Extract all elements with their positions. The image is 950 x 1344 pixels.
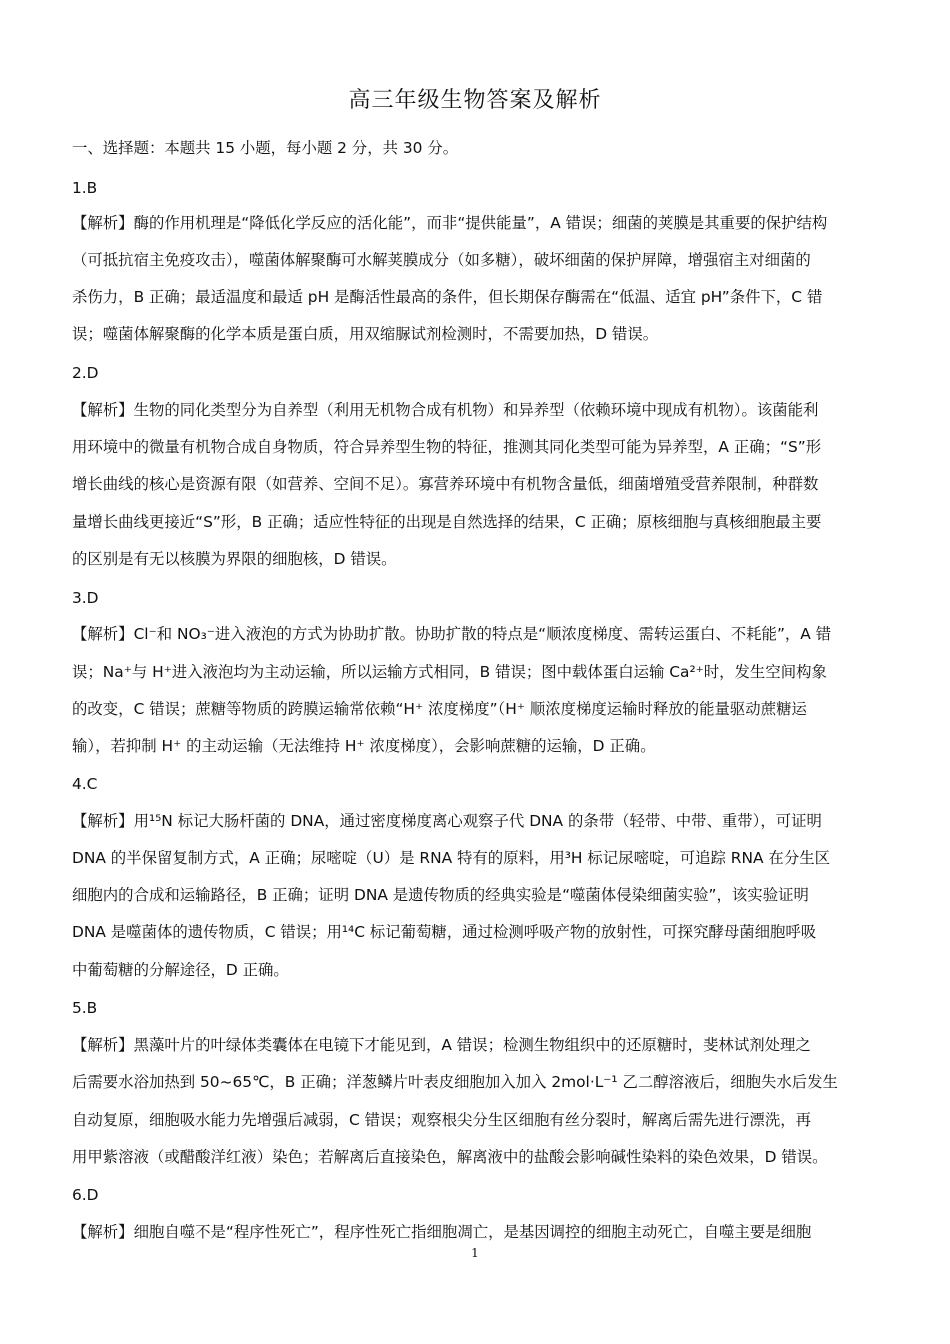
explanation-line: 【解析】细胞自噬不是“程序性死亡”，程序性死亡指细胞凋亡，是基因调控的细胞主动死亡，自噬主要是细胞 [72,1223,812,1241]
explanation-line: 量增长曲线更接近“S”形，B 正确；适应性特征的出现是自然选择的结果，C 正确；原核细胞与真核细胞最主要 [72,513,822,531]
explanation-line: 用环境中的微量有机物合成自身物质，符合异养型生物的特征，推测其同化类型可能为异养型，A 正确；“S”形 [72,438,822,456]
explanation-line: 输），若抑制 H⁺ 的主动运输（无法维持 H⁺ 浓度梯度），会影响蔗糖的运输，D 正确。 [72,737,656,755]
explanation-line: 【解析】酶的作用机理是“降低化学反应的活化能”，而非“提供能量”，A 错误；细菌的荚膜是其重要的保护结构 [72,214,828,232]
explanation-line: 【解析】Cl⁻和 NO₃⁻进入液泡的方式为协助扩散。协助扩散的特点是“顺浓度梯度、需转运蛋白、不耗能”，A 错 [72,625,832,643]
page-number: 1 [471,1246,479,1260]
explanation-line: 【解析】黑藻叶片的叶绿体类囊体在电镜下才能见到，A 错误；检测生物组织中的还原糖时，斐林试剂处理之 [72,1036,811,1054]
answer-label: 1.B [72,179,98,197]
explanation-line: DNA 的半保留复制方式，A 正确；尿嘧啶（U）是 RNA 特有的原料，用³H 标记尿嘧啶，可追踪 RNA 在分生区 [72,849,830,867]
explanation-line: 细胞内的合成和运输路径，B 正确；证明 DNA 是遗传物质的经典实验是“噬菌体侵染细菌实验”，该实验证明 [72,886,809,904]
explanation-line: 后需要水浴加热到 50~65℃，B 正确；洋葱鳞片叶表皮细胞加入加入 2mol·L⁻¹ 乙二醇溶液后，细胞失水后发生 [72,1073,838,1091]
explanation-line: 误；Na⁺与 H⁺进入液泡均为主动运输，所以运输方式相同，B 错误；图中载体蛋白运输 Ca²⁺时，发生空间构象 [72,663,827,681]
answer-label: 4.C [72,775,98,793]
answer-label: 5.B [72,999,98,1017]
explanation-line: 用甲紫溶液（或醋酸洋红液）染色；若解离后直接染色，解离液中的盐酸会影响碱性染料的染色效果，D 错误。 [72,1148,828,1166]
explanation-line: 中葡萄糖的分解途径，D 正确。 [72,961,289,979]
explanation-line: 杀伤力，B 正确；最适温度和最适 pH 是酶活性最高的条件，但长期保存酶需在“低温、适宜 pH”条件下，C 错 [72,288,823,306]
explanation-line: 【解析】用¹⁵N 标记大肠杆菌的 DNA，通过密度梯度离心观察子代 DNA 的条带（轻带、中带、重带），可证明 [72,812,822,830]
explanation-line: 误；噬菌体解聚酶的化学本质是蛋白质，用双缩脲试剂检测时，不需要加热，D 错误。 [72,325,659,343]
page-title: 高三年级生物答案及解析 [348,88,602,113]
explanation-line: 增长曲线的核心是资源有限（如营养、空间不足）。寡营养环境中有机物含量低，细菌增殖受营养限制，种群数 [72,475,819,493]
explanation-line: 自动复原，细胞吸水能力先增强后减弱，C 错误；观察根尖分生区细胞有丝分裂时，解离后需先进行漂洗，再 [72,1111,811,1129]
explanation-line: （可抵抗宿主免疫攻击），噬菌体解聚酶可水解荚膜成分（如多糖），破坏细菌的保护屏障，增强宿主对细菌的 [72,251,811,269]
explanation-line: 【解析】生物的同化类型分为自养型（利用无机物合成有机物）和异养型（依赖环境中现成有机物）。该菌能利 [72,401,819,419]
answer-label: 3.D [72,589,99,607]
explanation-line: 的区别是有无以核膜为界限的细胞核，D 错误。 [72,550,397,568]
explanation-line: DNA 是噬菌体的遗传物质，C 错误；用¹⁴C 标记葡萄糖，通过检测呼吸产物的放射性，可探究酵母菌细胞呼吸 [72,923,817,941]
section-heading: 一、选择题：本题共 15 小题，每小题 2 分，共 30 分。 [72,139,459,157]
answer-label: 2.D [72,364,99,382]
answer-label: 6.D [72,1186,99,1204]
explanation-line: 的改变，C 错误；蔗糖等物质的跨膜运输常依赖“H⁺ 浓度梯度”（H⁺ 顺浓度梯度运输时释放的能量驱动蔗糖运 [72,700,807,718]
